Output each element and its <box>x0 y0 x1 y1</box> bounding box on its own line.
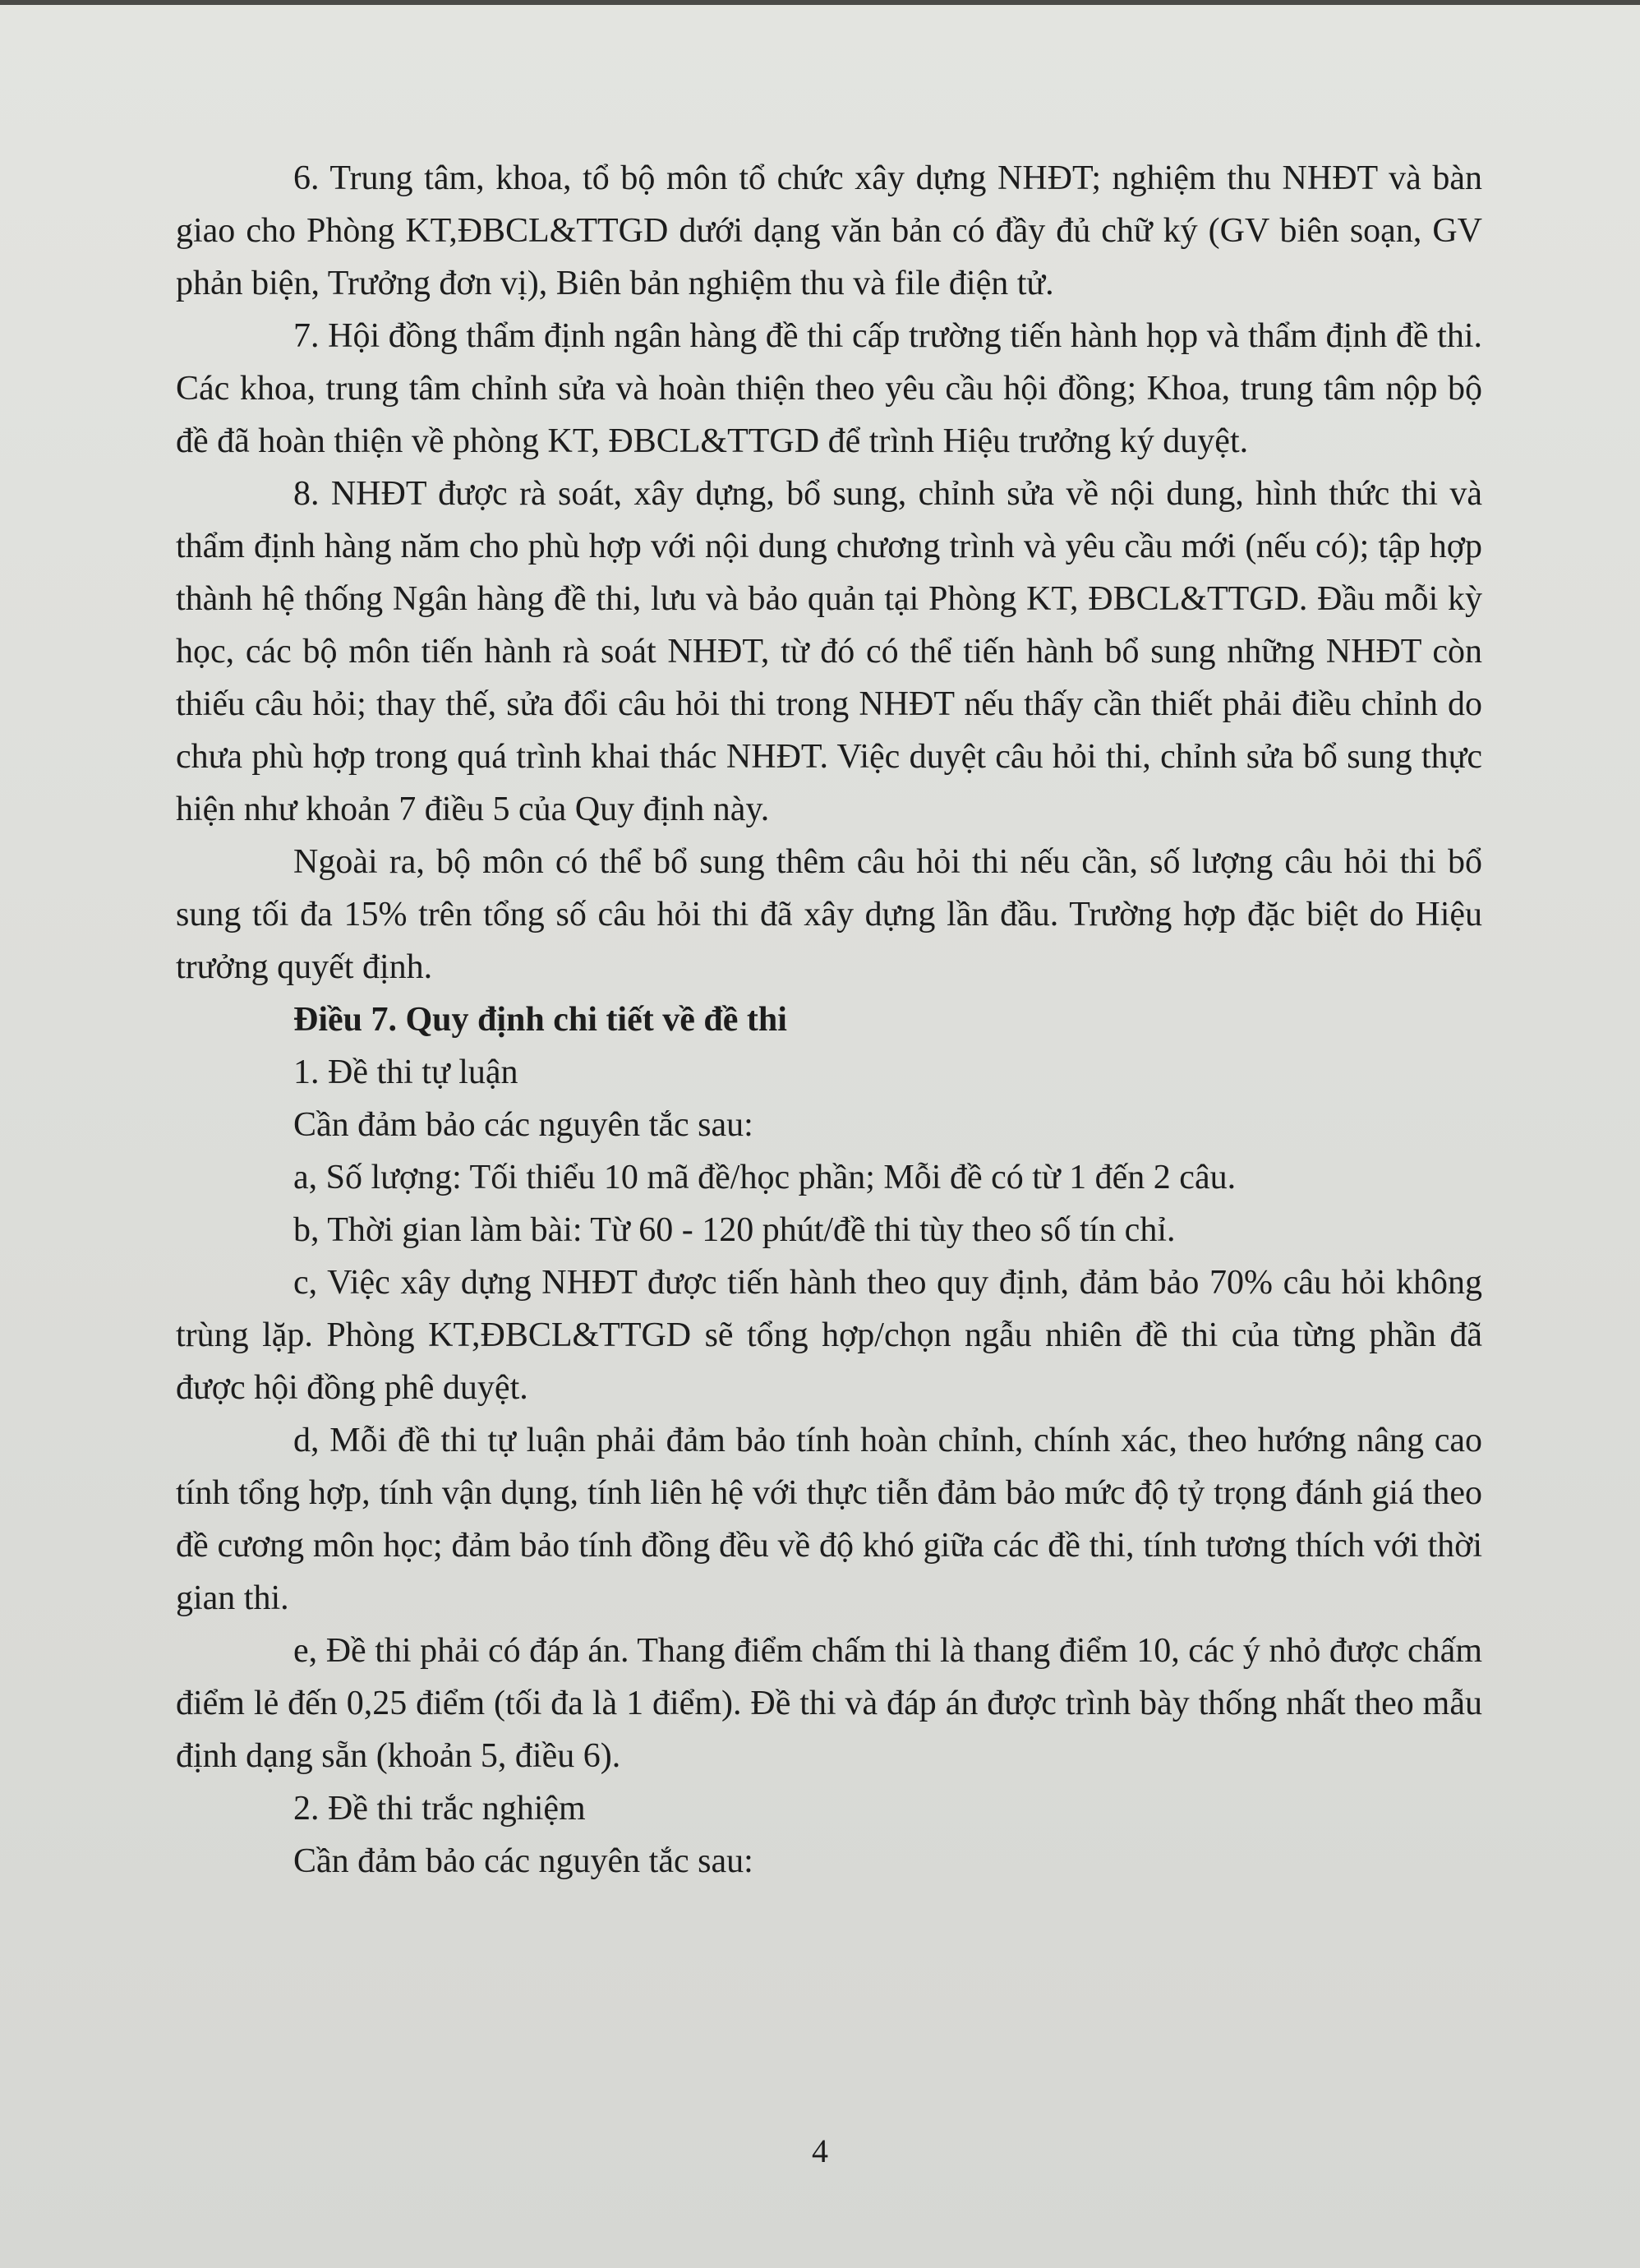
item-b: b, Thời gian làm bài: Từ 60 - 120 phút/đề thi tùy theo số tín chỉ. <box>293 1211 1176 1249</box>
section-2-intro: Cần đảm bảo các nguyên tắc sau: <box>293 1842 753 1880</box>
paragraph-item-7: 7. Hội đồng thẩm định ngân hàng đề thi cấp trường tiến hành họp và thẩm định đề thi. Các khoa, trung tâm chỉnh sửa và hoàn thiện theo yêu cầu hội đồng; Khoa, trung tâm nộp bộ đề đã hoàn thiện về phòng KT, ĐBCL&TTGD để trình Hiệu trưởng ký duyệt. <box>176 317 1482 460</box>
paragraph-item-6: 6. Trung tâm, khoa, tổ bộ môn tổ chức xây dựng NHĐT; nghiệm thu NHĐT và bàn giao cho Phòng KT,ĐBCL&TTGD dưới dạng văn bản có đầy đủ chữ ký (GV biên soạn, GV phản biện, Trưởng đơn vị), Biên bản nghiệm thu và file điện tử. <box>176 159 1482 302</box>
item-c: c, Việc xây dựng NHĐT được tiến hành theo quy định, đảm bảo 70% câu hỏi không trùng lặp. Phòng KT,ĐBCL&TTGD sẽ tổng hợp/chọn ngẫu nhiên đề thi của từng phần đã được hội đồng phê duyệt. <box>176 1264 1482 1407</box>
section-1-title: 1. Đề thi tự luận <box>293 1053 518 1091</box>
article-7-heading: Điều 7. Quy định chi tiết về đề thi <box>293 1001 787 1039</box>
page-number: 4 <box>812 2132 828 2169</box>
item-e: e, Đề thi phải có đáp án. Thang điểm chấm thi là thang điểm 10, các ý nhỏ được chấm điểm lẻ đến 0,25 điểm (tối đa là 1 điểm). Đề thi và đáp án được trình bày thống nhất theo mẫu định dạng sẵn (khoản 5, điều 6). <box>176 1632 1482 1775</box>
page-top-edge <box>0 0 1640 5</box>
paragraph-item-8: 8. NHĐT được rà soát, xây dựng, bổ sung, chỉnh sửa về nội dung, hình thức thi và thẩm định hàng năm cho phù hợp với nội dung chương trình và yêu cầu mới (nếu có); tập hợp thành hệ thống Ngân hàng đề thi, lưu và bảo quản tại Phòng KT, ĐBCL&TTGD. Đầu mỗi kỳ học, các bộ môn tiến hành rà soát NHĐT, từ đó có thể tiến hành bổ sung những NHĐT còn thiếu câu hỏi; thay thế, sửa đổi câu hỏi thi trong NHĐT nếu thấy cần thiết phải điều chỉnh do chưa phù hợp trong quá trình khai thác NHĐT. Việc duyệt câu hỏi thi, chỉnh sửa bổ sung thực hiện như khoản 7 điều 5 của Quy định này. <box>176 475 1482 828</box>
item-a: a, Số lượng: Tối thiểu 10 mã đề/học phần; Mỗi đề có từ 1 đến 2 câu. <box>293 1159 1237 1196</box>
item-d: d, Mỗi đề thi tự luận phải đảm bảo tính hoàn chỉnh, chính xác, theo hướng nâng cao tính tổng hợp, tính vận dụng, tính liên hệ với thực tiễn đảm bảo mức độ tỷ trọng đánh giá theo đề cương môn học; đảm bảo tính đồng đều về độ khó giữa các đề thi, tính tương thích với thời gian thi. <box>176 1422 1482 1617</box>
section-2-title: 2. Đề thi trắc nghiệm <box>293 1790 586 1828</box>
section-1-intro: Cần đảm bảo các nguyên tắc sau: <box>293 1106 753 1144</box>
document-body <box>176 152 1482 1888</box>
paragraph-additional-questions: Ngoài ra, bộ môn có thể bổ sung thêm câu hỏi thi nếu cần, số lượng câu hỏi thi bổ sung tối đa 15% trên tổng số câu hỏi thi đã xây dựng lần đầu. Trường hợp đặc biệt do Hiệu trưởng quyết định. <box>176 843 1482 986</box>
